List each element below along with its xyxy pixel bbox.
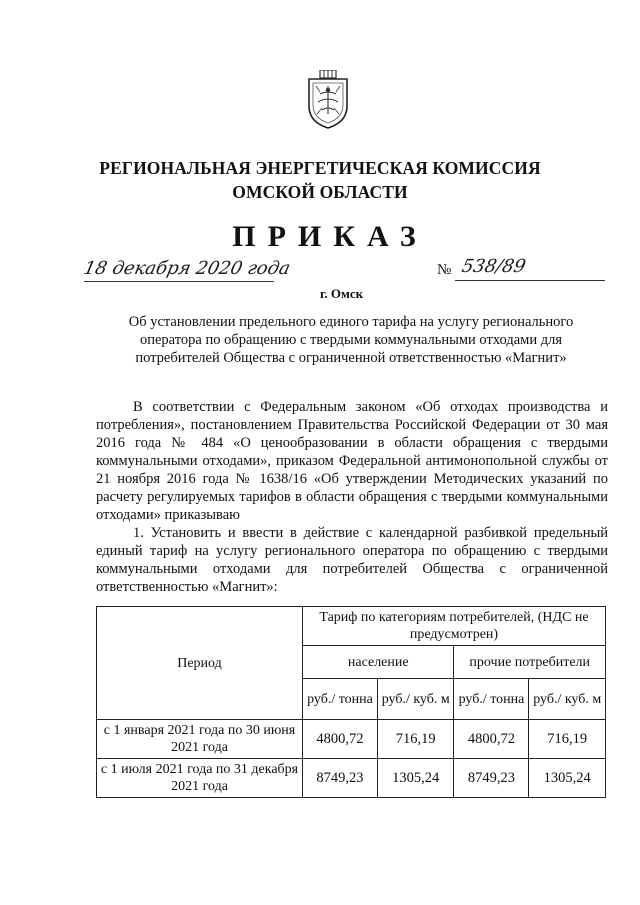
value-cell: 4800,72 [454,720,529,759]
date-underline [84,281,274,282]
value-cell: 8749,23 [303,759,378,798]
value-cell: 8749,23 [454,759,529,798]
period-cell: с 1 января 2021 года по 30 июня 2021 года [97,720,303,759]
unit-header: руб./ тонна [454,679,529,720]
other-consumers-group-header: прочие потребители [454,646,606,679]
document-type-title: ПРИКАЗ [232,220,428,253]
value-cell: 4800,72 [303,720,378,759]
table-row [97,759,606,798]
handwritten-date: 18 декабря 2020 года [81,258,293,279]
value-cell: 1305,24 [377,759,454,798]
organization-name-line1: РЕГИОНАЛЬНАЯ ЭНЕРГЕТИЧЕСКАЯ КОМИССИЯ [99,158,541,178]
table-header-row [97,607,606,646]
unit-header: руб./ куб. м [529,679,606,720]
unit-header: руб./ куб. м [377,679,454,720]
preamble-paragraph: В соответствии с Федеральным законом «Об отходах производства и потребления», постановлением Правительства Российской Федерации от 30 мая 2016 года № 484 «О ценообразовании в области обращения с твердыми коммунальными отходами», приказом Федеральной антимонопольной службы от 21 ноября 2016 года № 1638/16 «Об утверждении Методических указаний по расчету регулируемых тарифов в области обращения с твердыми коммунальными отходами» приказываю [96,399,608,523]
value-cell: 716,19 [529,720,606,759]
value-cell: 716,19 [377,720,454,759]
tariff-header: Тариф по категориям потребителей, (НДС не предусмотрен) [303,607,606,646]
table-row [97,720,606,759]
city-name: г. Омск [320,286,364,301]
coat-of-arms-emblem [306,70,350,130]
number-underline [455,280,605,281]
handwritten-number: 538/89 [459,256,528,277]
unit-header: руб./ тонна [303,679,378,720]
number-label: № [437,262,452,278]
value-cell: 1305,24 [529,759,606,798]
tariff-table [96,606,606,798]
period-header: Период [97,607,303,720]
organization-name-line2: ОМСКОЙ ОБЛАСТИ [232,182,408,202]
population-group-header: население [303,646,454,679]
order-body [96,398,608,596]
clause-1-paragraph: 1. Установить и ввести в действие с календарной разбивкой предельный единый тариф на услугу регионального оператора по обращению с твердыми коммунальными отходами для потребителей Общества с ограниченной ответственностью «Магнит»: [96,525,608,595]
period-cell: с 1 июля 2021 года по 31 декабря 2021 года [97,759,303,798]
order-subject: Об установлении предельного единого тарифа на услугу регионального оператора по обращению с твердыми коммунальными отходами для потребителей Общества с ограниченной ответственностью «Магнит» [128,314,574,366]
